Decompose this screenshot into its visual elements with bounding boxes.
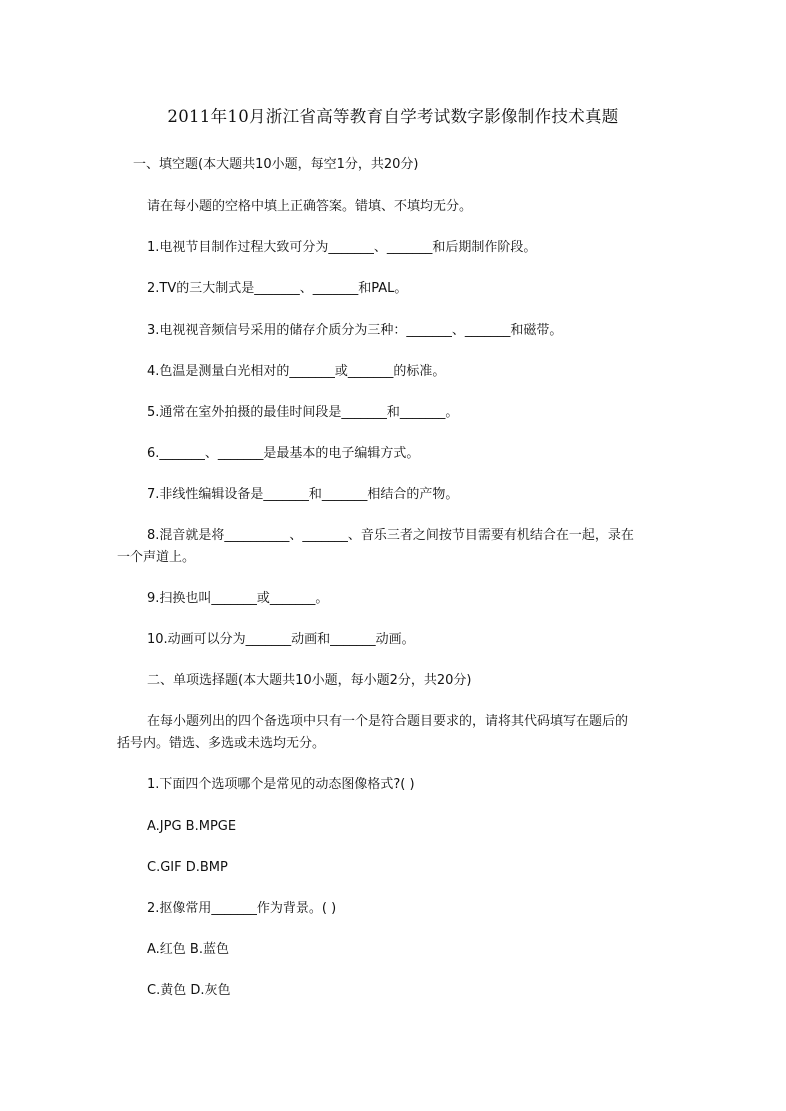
section-instruction-continuation: 括号内。错选、多选或未选均无分。 <box>117 736 326 751</box>
question-item: 2.TV的三大制式是_______、_______和PAL。 <box>147 281 408 296</box>
question-item: 10.动画可以分为_______动画和_______动画。 <box>147 632 415 647</box>
section-instruction: 在每小题列出的四个备选项中只有一个是符合题目要求的，请将其代码填写在题后的 <box>147 714 629 729</box>
question-item: 1.下面四个选项哪个是常见的动态图像格式?( ) <box>147 777 415 792</box>
section-instruction: 请在每小题的空格中填上正确答案。错填、不填均无分。 <box>147 199 473 214</box>
question-item: 7.非线性编辑设备是_______和_______相结合的产物。 <box>147 487 459 502</box>
question-item-continuation: 一个声道上。 <box>117 550 196 565</box>
question-item: 1.电视节目制作过程大致可分为_______、_______和后期制作阶段。 <box>147 240 537 255</box>
question-item: 2.抠像常用_______作为背景。( ) <box>147 901 337 916</box>
question-item: 6._______、_______是最基本的电子编辑方式。 <box>147 446 420 461</box>
question-item: 4.色温是测量白光相对的_______或_______的标准。 <box>147 364 446 379</box>
answer-options: A.红色 B.蓝色 <box>147 942 229 957</box>
answer-options: C.GIF D.BMP <box>147 860 228 875</box>
question-item: 3.电视视音频信号采用的储存介质分为三种：_______、_______和磁带。 <box>147 323 563 338</box>
section-heading-fill-blank: 一、填空题(本大题共10小题，每空1分，共20分) <box>133 157 419 172</box>
answer-options: A.JPG B.MPGE <box>147 819 237 834</box>
question-item: 9.扫换也叫_______或_______。 <box>147 591 329 606</box>
answer-options: C.黄色 D.灰色 <box>147 983 231 998</box>
section-heading-single-choice: 二、单项选择题(本大题共10小题，每小题2分，共20分) <box>147 673 472 688</box>
question-item: 8.混音就是将__________、_______、音乐三者之间按节目需要有机结合在一起，录在 <box>147 528 634 543</box>
page-title: 2011年10月浙江省高等教育自学考试数字影像制作技术真题 <box>167 107 619 126</box>
question-item: 5.通常在室外拍摄的最佳时间段是_______和_______。 <box>147 405 459 420</box>
